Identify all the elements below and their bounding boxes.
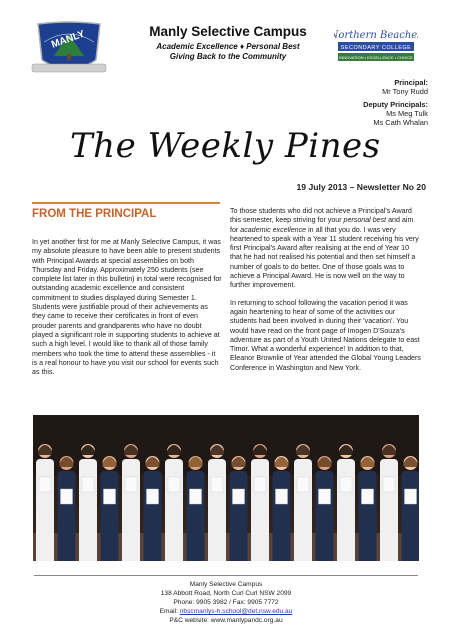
logo-brand-line2: SECONDARY COLLEGE — [340, 45, 412, 51]
email-link[interactable]: nbscmanlys-h.school@det.nsw.edu.au — [179, 608, 293, 615]
school-crest-logo — [30, 20, 108, 80]
school-motto-line2: Giving Back to the Community — [169, 52, 287, 61]
principal-name: Mr Tony Rudd — [382, 87, 428, 96]
northern-beaches-logo — [334, 26, 418, 66]
article-left-column — [32, 238, 222, 385]
logo-tagline: INNOVATION • EXCELLENCE • CHOICE — [339, 55, 413, 60]
logo-brand-line1: Northern Beaches — [334, 30, 418, 41]
section-title: FROM THE PRINCIPAL — [32, 208, 157, 220]
footer-school-name: Manly Selective Campus — [189, 581, 263, 588]
website-link[interactable]: www.manlypandc.org.au — [210, 617, 283, 624]
deputy-role: Deputy Principals: — [363, 100, 428, 109]
footer-email-line: Email: nbscmanlys-h.school@det.nsw.edu.au — [159, 608, 293, 615]
footer-address: 138 Abbott Road, North Curl Curl NSW 2099 — [160, 590, 292, 597]
school-name: Manly Selective Campus — [149, 24, 307, 39]
newsletter-masthead: The Weekly Pines — [70, 126, 381, 166]
article-paragraph: In yet another first for me at Manly Selective Campus, it was my absolute pleasure to have been able to present students with Principal Awards at special assemblies on both Thursday and Friday. Approximately 250 students (see complete list later in this bulletin) in total were recognised for outstanding academic excellence and consistent commitment to studies displayed during Semester 1. Students were justifiable proud of their achievements as they came to receive their certificates in front of even prouder parents and grandparents who have no doubt played a significant role in supporting students to achieve at such a high level. I would like to thank all of those family members who took the time to attend these assemblies - it is a real honour to have you visit our school for events such as this. — [32, 238, 222, 377]
article-paragraph: To those students who did not achieve a Principal's Award this semester, keep striving for your personal best and aim for academic excellence in all that you do. I was very heartened to speak with a Year 11 student receiving his very first Principal's Award after realising at the end of Year 10 that he had not realised his potential and then set himself a number of goals to do better. One of those goals was to achieve a Principal Award. He is now well on the way to further improvement. — [230, 207, 419, 290]
principal-block — [382, 78, 428, 96]
deputy-block — [363, 100, 428, 127]
footer-rule — [34, 575, 418, 576]
section-rule — [32, 202, 220, 204]
footer-phone: Phone: 9905 3982 / Fax: 9905 7772 — [173, 599, 279, 606]
school-motto-line1: Academic Excellence ♦ Personal Best — [156, 42, 300, 51]
article-right-column — [230, 207, 422, 381]
award-recipients-photo — [33, 415, 419, 561]
principal-role: Principal: — [394, 78, 428, 87]
issue-date-line: 19 July 2013 – Newsletter No 20 — [296, 182, 426, 192]
article-paragraph: In returning to school following the vacation period it was again heartening to hear of some of the activities our students had been involved in during their 'vacation'. You would have read on the front page of Imogen D'Souza's adventure as part of a Youth United Nations delegate to east Timor. What a wonderful experience! In addition to that, Eleanor Brownlie of Year attended the Global Young Leaders Conference in Washington and New York. — [230, 298, 421, 372]
deputy-name-2: Ms Cath Whalan — [373, 118, 428, 127]
crest-text: MANLY — [49, 28, 87, 51]
footer-website-line: P&C website: www.manlypandc.org.au — [169, 617, 283, 624]
deputy-name-1: Ms Meg Tulk — [386, 109, 428, 118]
